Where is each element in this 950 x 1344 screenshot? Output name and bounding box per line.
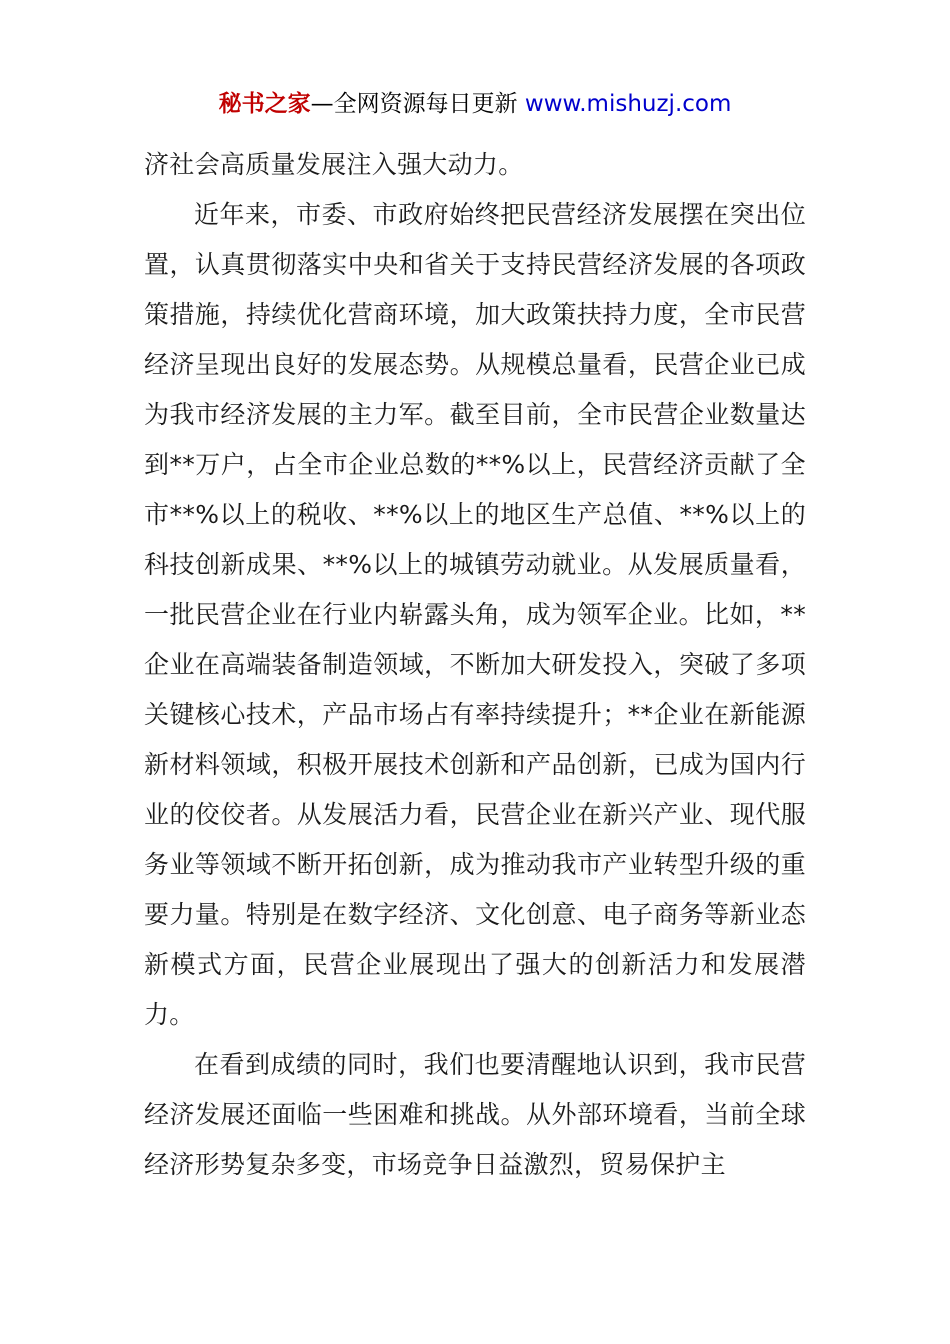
paragraph-challenges: 在看到成绩的同时，我们也要清醒地认识到，我市民营经济发展还面临一些困难和挑战。从外部环境看，当前全球经济形势复杂多变，市场竞争日益激烈，贸易保护主 [144,1050,806,1179]
document-body [144,140,806,1190]
paragraph-achievements: 近年来，市委、市政府始终把民营经济发展摆在突出位置，认真贯彻落实中央和省关于支持民营经济发展的各项政策措施，持续优化营商环境，加大政策扶持力度，全市民营经济呈现出良好的发展态势。从规模总量看，民营企业已成为我市经济发展的主力军。截至目前，全市民营企业数量达到**万户，占全市企业总数的**%以上，民营经济贡献了全市**%以上的税收、**%以上的地区生产总值、**%以上的科技创新成果、**%以上的城镇劳动就业。从发展质量看，一批民营企业在行业内崭露头角，成为领军企业。比如，**企业在高端装备制造领域，不断加大研发投入，突破了多项关键核心技术，产品市场占有率持续提升；**企业在新能源新材料领域，积极开展技术创新和产品创新，已成为国内行业的佼佼者。从发展活力看，民营企业在新兴产业、现代服务业等领域不断开拓创新，成为推动我市产业转型升级的重要力量。特别是在数字经济、文化创意、电子商务等新业态新模式方面，民营企业展现出了强大的创新活力和发展潜力。 [144,200,806,1029]
paragraph-continuation: 济社会高质量发展注入强大动力。 [144,150,524,179]
header-url-link[interactable]: www.mishuzj.com [524,91,732,117]
brand-name: 秘书之家 [218,91,311,117]
header-tagline: —全网资源每日更新 [310,91,525,117]
page-header [0,88,950,120]
